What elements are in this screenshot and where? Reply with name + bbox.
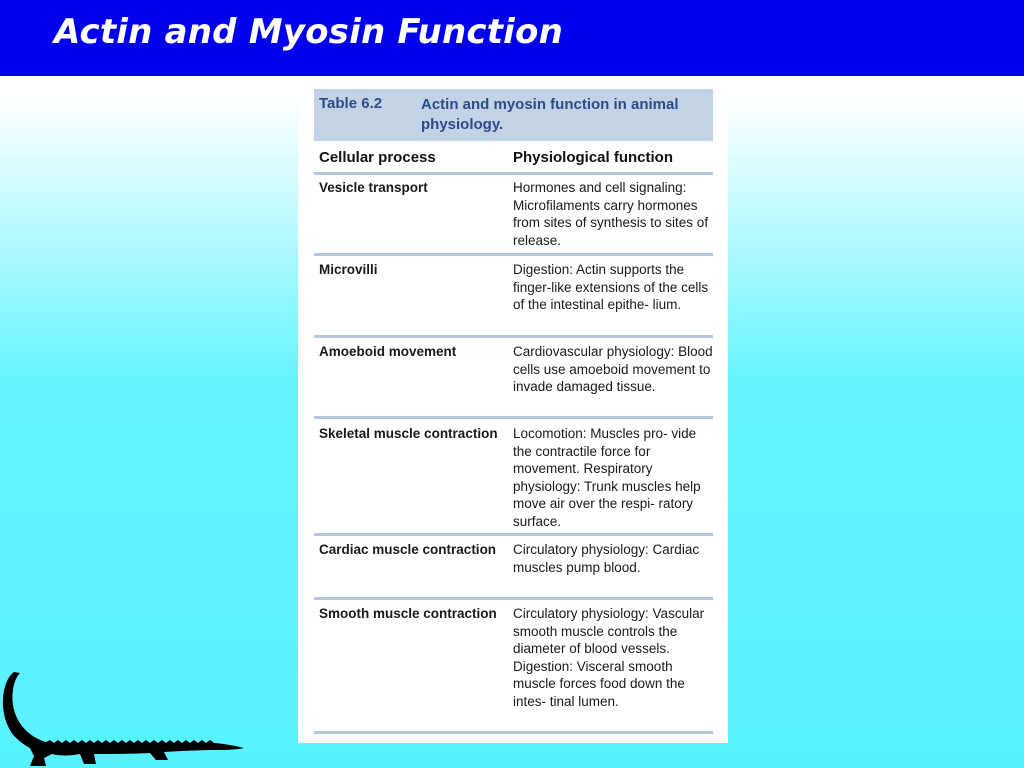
table-title: Actin and myosin function in animal physiology. [421,96,679,133]
table-bottom-rule [314,731,713,734]
row-smooth-muscle-process: Smooth muscle contraction [319,606,497,621]
row-divider [314,335,713,338]
header-rule [314,172,713,175]
table-figure [298,83,728,743]
row-cardiac-muscle-process: Cardiac muscle contraction [319,542,497,557]
row-microvilli-function: Digestion: Actin supports the finger-like extensions of the cells of the intestinal epithe- lium. [513,262,709,312]
crocodile-silhouette-icon [0,670,245,768]
row-cardiac-muscle-function: Circulatory physiology: Cardiac muscles pump blood. [513,542,700,575]
slide-title: Actin and Myosin Function [54,12,563,52]
row-divider [314,533,713,536]
row-smooth-muscle-function: Circulatory physiology: Vascular smooth muscle controls the diameter of blood vessels. Digestion: Visceral smooth muscle forces food down the intes- tinal lumen. [513,606,705,709]
row-amoeboid-movement-function: Cardiovascular physiology: Blood cells use amoeboid movement to invade damaged tissue. [513,344,713,394]
row-amoeboid-movement-process: Amoeboid movement [319,344,457,359]
row-microvilli-process: Microvilli [319,262,378,277]
column-header-process: Cellular process [319,149,436,166]
title-bar [0,0,1024,76]
row-divider [314,597,713,600]
row-divider [314,416,713,419]
row-divider [314,253,713,256]
row-vesicle-transport-function: Hormones and cell signaling: Microfilaments carry hormones from sites of synthesis to sites of release. [513,180,709,248]
table-caption [314,89,713,141]
column-header-function: Physiological function [513,149,674,166]
row-skeletal-muscle-function: Locomotion: Muscles pro- vide the contractile force for movement. Respiratory physiology: Trunk muscles help move air over the respi- ratory surface. [513,426,701,529]
table-number: Table 6.2 [319,95,383,112]
row-skeletal-muscle-process: Skeletal muscle contraction [319,426,498,441]
row-vesicle-transport-process: Vesicle transport [319,180,428,195]
